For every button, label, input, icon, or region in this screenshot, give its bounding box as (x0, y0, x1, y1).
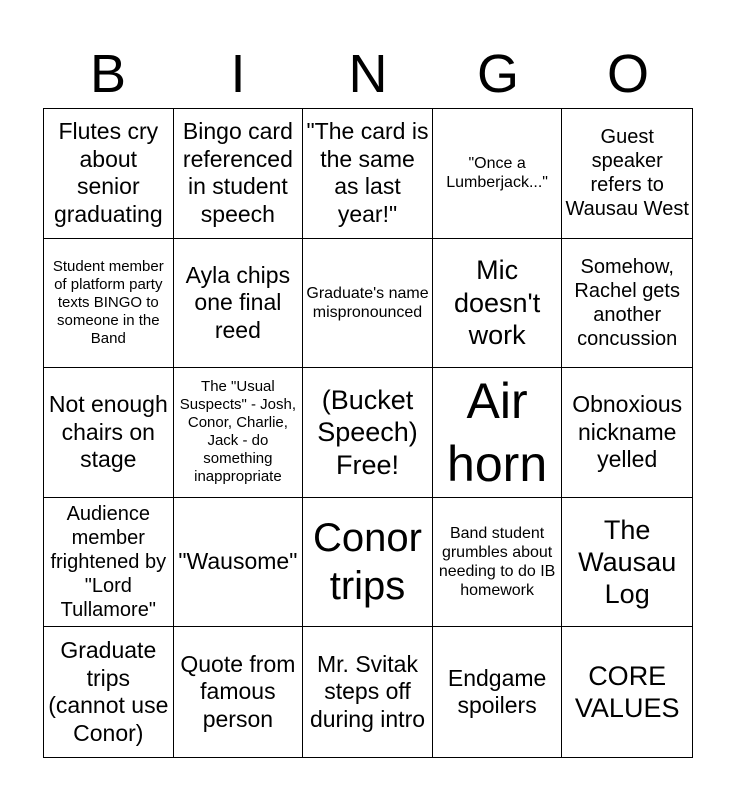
bingo-cell[interactable]: Graduate trips (cannot use Conor) (44, 627, 174, 757)
bingo-cell[interactable]: Not enough chairs on stage (44, 368, 174, 498)
bingo-cell[interactable]: Ayla chips one final reed (174, 239, 304, 369)
bingo-cell[interactable]: Quote from famous person (174, 627, 304, 757)
bingo-header (43, 42, 693, 106)
bingo-cell[interactable]: The "Usual Suspects" - Josh, Conor, Charlie, Jack - do something inappropriate (174, 368, 304, 498)
bingo-cell[interactable]: CORE VALUES (574, 660, 680, 724)
bingo-cell[interactable]: Endgame spoilers (433, 627, 563, 757)
bingo-cell[interactable]: "The card is the same as last year!" (303, 109, 433, 239)
bingo-cell[interactable]: Obnoxious nickname yelled (562, 368, 692, 498)
bingo-cell[interactable]: Audience member frightened by "Lord Tullamore" (44, 498, 174, 628)
bingo-cell[interactable]: Student member of platform party texts BINGO to someone in the Band (44, 239, 174, 369)
header-letter-n: N (348, 44, 388, 104)
bingo-cell[interactable]: Mic doesn't work (433, 239, 563, 369)
bingo-cell[interactable]: Bingo card referenced in student speech (174, 109, 304, 239)
bingo-cell[interactable]: Air horn (433, 368, 563, 498)
header-letter-i: I (230, 44, 246, 104)
bingo-cell[interactable]: Graduate's name mispronounced (303, 239, 433, 369)
bingo-cell[interactable]: Conor trips (303, 498, 433, 628)
header-letter-b: B (89, 44, 127, 104)
bingo-card (43, 108, 693, 758)
bingo-cell[interactable]: "Once a Lumberjack..." (433, 109, 563, 239)
bingo-cell[interactable]: (Bucket Speech) Free! (303, 368, 433, 498)
bingo-cell[interactable]: Band student grumbles about needing to do IB homework (433, 498, 563, 628)
bingo-cell[interactable]: "Wausome" (174, 498, 304, 628)
bingo-cell[interactable]: Guest speaker refers to Wausau West (562, 109, 692, 239)
bingo-cell[interactable]: The Wausau Log (562, 498, 692, 628)
bingo-cell[interactable]: Flutes cry about senior graduating (44, 109, 174, 239)
header-letter-o: O (606, 44, 649, 104)
bingo-cell[interactable]: Somehow, Rachel gets another concussion (562, 239, 692, 369)
bingo-cell[interactable]: Mr. Svitak steps off during intro (303, 627, 433, 757)
header-letter-g: G (476, 44, 519, 104)
